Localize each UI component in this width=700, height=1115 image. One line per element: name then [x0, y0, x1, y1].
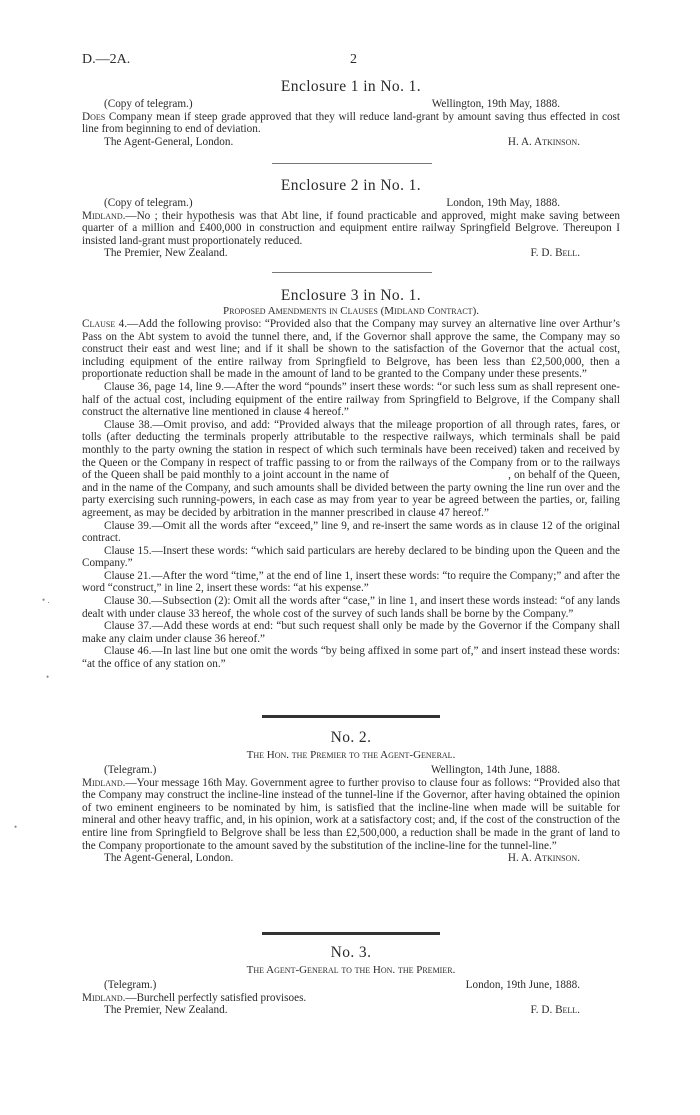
page-header [82, 52, 618, 72]
section-divider [262, 932, 440, 935]
no-3-title: No. 3. [330, 944, 372, 961]
no-3-body [82, 992, 620, 1005]
scan-speck: • . [42, 595, 50, 605]
no-2-label: (Telegram.) [104, 764, 157, 776]
divider [272, 272, 432, 273]
scan-speck: • [46, 672, 50, 682]
no-2-subtitle: The Hon. the Premier to the Agent-General. [246, 749, 456, 761]
clause-39: Clause 39.—Omit all the words after “exceed,” line 9, and re-insert the same words as in clause 12 of the original contract. [82, 519, 620, 545]
document-no-2 [82, 729, 620, 865]
enclosure-1-body [82, 111, 620, 136]
clause-46: Clause 46.—In last line but one omit the words “by being affixed in some part of,” and insert instead these words: “at the office of any station on.” [82, 645, 620, 671]
clause-lead: Clause [82, 318, 116, 330]
no-2-dateline: Wellington, 14th June, 1888. [431, 764, 560, 776]
scan-speck: • [14, 822, 18, 832]
enclosure-3-title: Enclosure 3 in No. 1. [280, 287, 422, 304]
clause-15: Clause 15.—Insert these words: “which said particulars are hereby declared to be binding upon the Queen and the Company.” [82, 544, 620, 570]
no-3-addressee: The Premier, New Zealand. [104, 1004, 228, 1017]
clause-4 [82, 318, 620, 381]
clause-21: Clause 21.—After the word “time,” at the end of line 1, insert these words: “to require the Company;” and after the word “construct,” in line 2, insert these words: “at his expense.” [82, 569, 621, 595]
enclosure-1-title: Enclosure 1 in No. 1. [280, 78, 422, 95]
no-3-text: —Burchell perfectly satisfied provisoes. [125, 991, 307, 1004]
enclosure-2-signature: F. D. Bell. [530, 247, 580, 260]
no-2-title: No. 2. [330, 729, 372, 746]
clause-text: 4.—Add the following proviso: “Provided also that the Company may survey an alternative line over Arthur’s Pass on the Abt system to avoid the tunnel there, and, if the Governor shall approve the same, the Company may so construct their east and west line; and if it shall be shown to the satisfaction of the Governor that the actual cost, including equipment of the entire railway from Springfield to Belgrove, has been less than £2,500,000, then a proportionate reduction shall be made in the amount of land to be granted to the Company under these presents.” [82, 318, 620, 381]
enclosure-1-addressee: The Agent-General, London. [104, 135, 234, 148]
no-2-body [82, 777, 620, 853]
document-no-3 [82, 944, 620, 1017]
enclosure-2-label: (Copy of telegram.) [104, 197, 193, 209]
no-2-lead: Midland. [82, 776, 126, 789]
enclosure-2-body [82, 210, 620, 248]
enclosure-2-addressee: The Premier, New Zealand. [104, 247, 228, 260]
no-2-addressee: The Agent-General, London. [104, 852, 234, 865]
enclosure-2-text: —No ; their hypothesis was that Abt line, if found practicable and approved, might make saving between quarter of a million and £400,000 in construction and equipment entire railway Springfield Belgrove. Thereupon I insisted land-grant must proportionately reduced. [82, 209, 620, 247]
enclosure-3 [82, 287, 623, 671]
enclosure-1-label: (Copy of telegram.) [104, 98, 193, 110]
clause-30: Clause 30.—Subsection (2): Omit all the words after “case,” in line 1, and insert these words instead: “of any lands dealt with under clause 33 hereof, the whole cost of the survey of such lands shall be borne by the Company.” [82, 595, 620, 620]
clause-36: Clause 36, page 14, line 9.—After the word “pounds” insert these words: “or such less sum as shall represent one-half of the actual cost, including equipment of the entire railway from Springfield to Belgrove, if the Company shall construct the alternative line mentioned in clause 4 hereof.” [82, 380, 620, 419]
enclosure-1-signature: H. A. Atkinson. [507, 135, 580, 148]
no-3-dateline: London, 19th June, 1888. [465, 979, 580, 991]
document-reference: D.—2A. [82, 52, 131, 67]
enclosure-1-lead: Does [82, 110, 106, 123]
enclosure-2-title: Enclosure 2 in No. 1. [280, 177, 422, 194]
section-divider [262, 715, 440, 718]
page-number: 2 [350, 52, 357, 67]
clause-38: Clause 38.—Omit proviso, and add: “Provided always that the mileage proportion of all through rates, fares, or tolls (after deducting the terminals properly attributable to the respective railways, which terminals shall be paid monthly to the party owning the station in respect of which such terminals have been received) taken and received by the Queen or the Company in respect of traffic passing to or from the railways of the Company from or to the railways of the Queen shall be paid monthly to a joint account in the name of , on behalf of the Queen, and in the name of the Company, and such amounts shall be divided between the party owning the line run over and the party exercising such running-powers, in each case as may from year to year be agreed between the parties, or, failing agreement, as may be decided by arbitration in the manner prescribed in clause 47 hereof.” [82, 418, 623, 519]
no-3-lead: Midland. [82, 991, 126, 1004]
enclosure-3-subtitle: Proposed Amendments in Clauses (Midland Contract). [223, 305, 479, 317]
divider [272, 163, 432, 164]
no-3-label: (Telegram.) [104, 979, 157, 991]
enclosure-1-dateline: Wellington, 19th May, 1888. [431, 98, 560, 110]
no-3-signature: F. D. Bell. [530, 1004, 580, 1017]
no-2-signature: H. A. Atkinson. [507, 852, 580, 865]
enclosure-1 [82, 78, 620, 148]
no-3-subtitle: The Agent-General to the Hon. the Premier. [246, 964, 456, 976]
enclosure-2-lead: Midland. [82, 209, 126, 222]
enclosure-2 [82, 177, 620, 260]
clause-37: Clause 37.—Add these words at end: “but such request shall only be made by the Governor if the Company shall make any claim under clause 36 hereof.” [82, 620, 620, 645]
enclosure-2-dateline: London, 19th May, 1888. [446, 197, 560, 209]
enclosure-1-text: Company mean if steep grade approved that they will reduce land-grant by amount saving thus effected in cost line from beginning to end of deviation. [82, 110, 621, 136]
no-2-text: —Your message 16th May. Government agree to further proviso to clause four as follows: “Provided also that the Company may construct the incline-line instead of the tunnel-line if the Governor, after having obtained the opinion of two eminent engineers to be nominated by him, is satisfied that the incline-line when made will be suitable for mineral and other heavy traffic, and, in his opinion, work at a satisfactory cost; and, if the cost of the construction of the entire line from Springfield to Belgrove shall be less than £2,500,000, a reduction shall be made in the grant of land to the Company proportionate to the amount saved by the substitution of the incline-line for the tunnel-line.” [82, 776, 620, 852]
